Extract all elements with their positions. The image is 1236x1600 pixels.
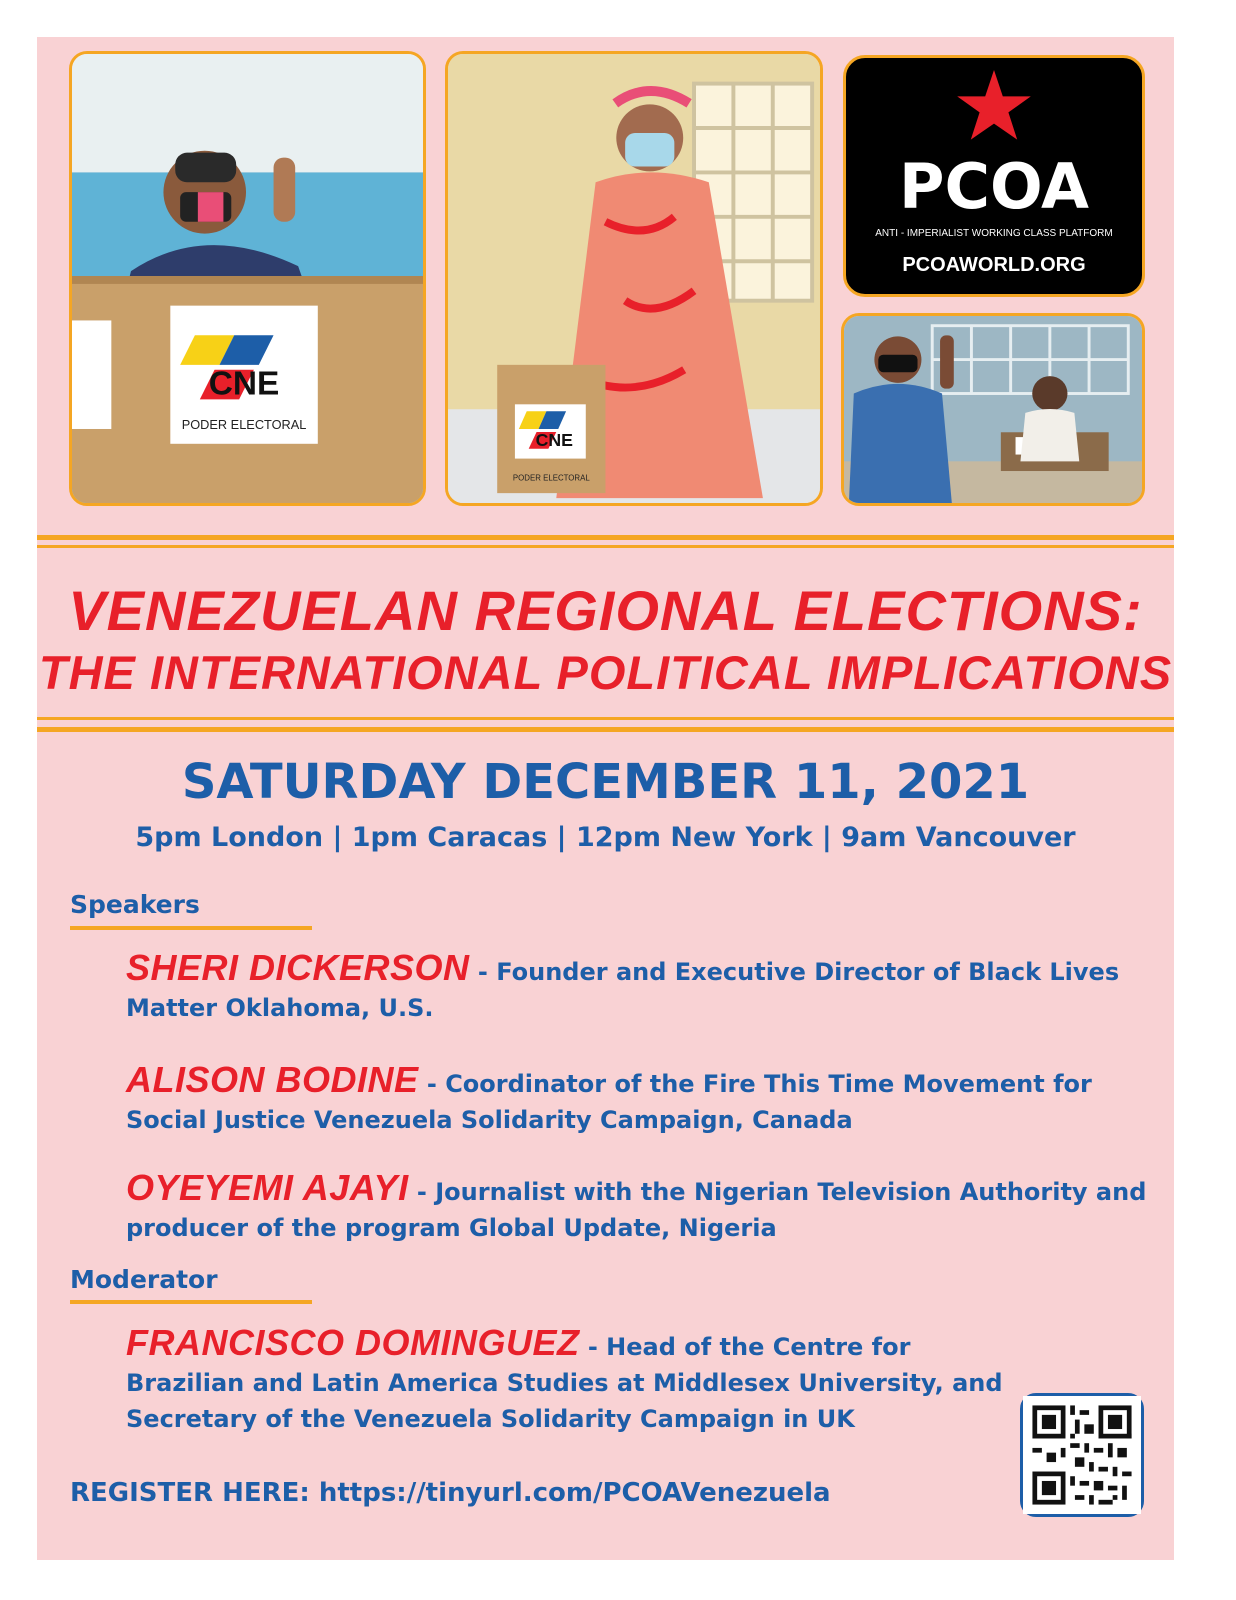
speakers-underline <box>70 926 312 930</box>
moderator-desc: - Head of the Centre for Brazilian and Latin America Studies at Middlesex University, and Secretary of the Venezuela Solidarity Campaign in UK <box>126 1333 1003 1433</box>
photo-ballot-box <box>445 51 823 506</box>
event-times: 5pm London | 1pm Caracas | 12pm New York | 9am Vancouver <box>135 822 1076 853</box>
speaker-2 <box>126 1059 1166 1138</box>
photo1-cne-caption: PODER ELECTORAL <box>181 416 307 432</box>
qr-code-icon[interactable] <box>1020 1393 1144 1517</box>
speaker-2-desc: - Coordinator of the Fire This Time Movement for Social Justice Venezuela Solidarity Campaign, Canada <box>126 1070 1092 1134</box>
speakers-heading: Speakers <box>70 890 200 919</box>
photo1-cne-label: CNE <box>208 365 280 403</box>
moderator-name: FRANCISCO DOMINGUEZ <box>126 1322 580 1363</box>
pcoa-website-link[interactable]: PCOAWORLD.ORG <box>902 254 1086 276</box>
speaker-3 <box>126 1167 1166 1246</box>
speaker-2-name: ALISON BODINE <box>126 1059 419 1100</box>
bottom-rule-2 <box>37 727 1174 732</box>
pcoa-subtitle: ANTI - IMPERIALIST WORKING CLASS PLATFORM <box>875 228 1113 239</box>
headline-line-2: THE INTERNATIONAL POLITICAL IMPLICATIONS <box>38 646 1173 699</box>
speaker-3-name: OYEYEMI AJAYI <box>126 1167 409 1208</box>
speaker-1 <box>126 947 1166 1026</box>
photo2-cne-label: CNE <box>535 429 573 450</box>
moderator <box>126 1322 1016 1437</box>
event-date: SATURDAY DECEMBER 11, 2021 <box>181 754 1030 810</box>
red-star-icon <box>846 66 1142 150</box>
register-link[interactable]: REGISTER HERE: https://tinyurl.com/PCOAVenezuela <box>70 1478 831 1508</box>
pcoa-title: PCOA <box>899 150 1089 223</box>
speaker-3-desc: - Journalist with the Nigerian Television Authority and producer of the program Global Update, Nigeria <box>126 1178 1147 1242</box>
top-rule-2 <box>37 545 1174 548</box>
pcoa-logo <box>843 55 1145 297</box>
photo2-cne-caption: PODER ELECTORAL <box>512 473 590 483</box>
moderator-underline <box>70 1300 312 1304</box>
headline-line-1: VENEZUELAN REGIONAL ELECTIONS: <box>68 579 1143 642</box>
speaker-1-name: SHERI DICKERSON <box>126 947 470 988</box>
photo-voter-booth <box>69 51 426 506</box>
speaker-1-desc: - Founder and Executive Director of Black Lives Matter Oklahoma, U.S. <box>126 958 1120 1022</box>
top-rule-1 <box>37 535 1174 540</box>
bottom-rule-1 <box>37 717 1174 720</box>
moderator-heading: Moderator <box>70 1265 218 1294</box>
photo-classroom <box>841 313 1145 506</box>
